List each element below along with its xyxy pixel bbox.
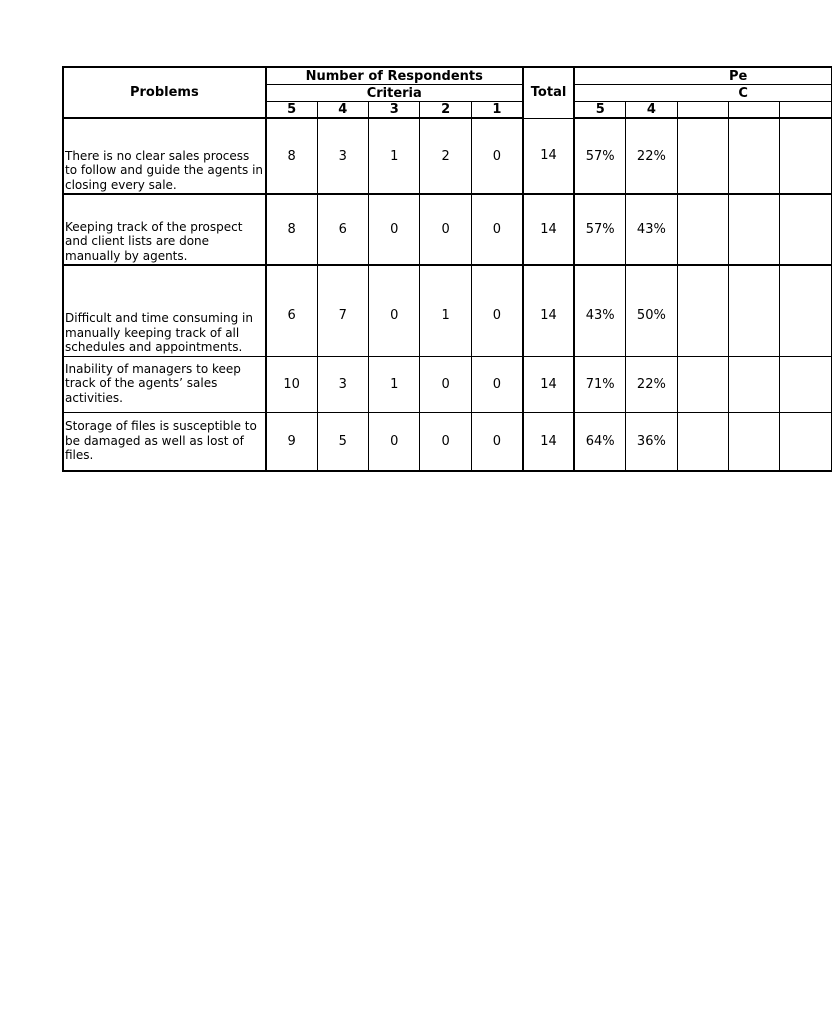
total-cell: 14 <box>523 265 574 356</box>
percent-level-3 <box>677 102 728 119</box>
count-cell: 8 <box>266 118 317 194</box>
percent-cell: 57% <box>574 194 625 265</box>
count-cell: 0 <box>471 194 522 265</box>
header-total: Total <box>523 67 574 118</box>
table-row <box>63 194 832 265</box>
count-cell: 0 <box>471 118 522 194</box>
criteria-level-2: 2 <box>420 102 471 119</box>
percent-cell: 22% <box>626 356 677 412</box>
header-criteria: Criteria <box>266 85 523 102</box>
count-cell: 3 <box>317 118 368 194</box>
criteria-level-4: 4 <box>317 102 368 119</box>
header-number-of-respondents: Number of Respondents <box>266 67 523 85</box>
percent-level-1 <box>780 102 832 119</box>
total-cell: 14 <box>523 118 574 194</box>
count-cell: 10 <box>266 356 317 412</box>
total-cell: 14 <box>523 412 574 471</box>
problem-cell: Keeping track of the prospect and client lists are done manually by agents. <box>63 194 266 265</box>
percent-cell: 43% <box>574 265 625 356</box>
header-problems: Problems <box>63 67 266 118</box>
problem-cell: There is no clear sales process to follow and guide the agents in closing every sale. <box>63 118 266 194</box>
percent-cell: 71% <box>574 356 625 412</box>
count-cell: 1 <box>369 356 420 412</box>
total-cell: 14 <box>523 194 574 265</box>
count-cell: 0 <box>420 412 471 471</box>
problem-cell: Difficult and time consuming in manually keeping track of all schedules and appointments. <box>63 265 266 356</box>
percent-cell: 57% <box>574 118 625 194</box>
count-cell: 0 <box>471 265 522 356</box>
survey-results-table <box>62 66 832 472</box>
problem-cell: Storage of files is susceptible to be damaged as well as lost of files. <box>63 412 266 471</box>
criteria-level-1: 1 <box>471 102 522 119</box>
percent-level-4: 4 <box>626 102 677 119</box>
header-percentage-criteria: C <box>574 85 831 102</box>
problem-cell: Inability of managers to keep track of the agents’ sales activities. <box>63 356 266 412</box>
count-cell: 3 <box>317 356 368 412</box>
count-cell: 0 <box>369 265 420 356</box>
total-cell: 14 <box>523 356 574 412</box>
percent-level-2 <box>729 102 780 119</box>
header-percentage: Pe <box>574 67 831 85</box>
table-row <box>63 118 832 194</box>
count-cell: 6 <box>317 194 368 265</box>
percent-cell: 50% <box>626 265 677 356</box>
count-cell: 9 <box>266 412 317 471</box>
percent-cell: 22% <box>626 118 677 194</box>
table-row <box>63 265 832 356</box>
percent-level-5: 5 <box>574 102 625 119</box>
count-cell: 1 <box>420 265 471 356</box>
survey-table-viewport <box>62 66 748 476</box>
percent-cell: 36% <box>626 412 677 471</box>
count-cell: 0 <box>420 194 471 265</box>
count-cell: 6 <box>266 265 317 356</box>
count-cell: 0 <box>420 356 471 412</box>
count-cell: 0 <box>369 194 420 265</box>
criteria-level-5: 5 <box>266 102 317 119</box>
percent-cell: 64% <box>574 412 625 471</box>
count-cell: 2 <box>420 118 471 194</box>
criteria-level-3: 3 <box>369 102 420 119</box>
count-cell: 0 <box>471 412 522 471</box>
count-cell: 1 <box>369 118 420 194</box>
count-cell: 5 <box>317 412 368 471</box>
count-cell: 7 <box>317 265 368 356</box>
table-row <box>63 412 832 471</box>
count-cell: 0 <box>471 356 522 412</box>
percent-cell: 43% <box>626 194 677 265</box>
count-cell: 0 <box>369 412 420 471</box>
count-cell: 8 <box>266 194 317 265</box>
table-row <box>63 356 832 412</box>
